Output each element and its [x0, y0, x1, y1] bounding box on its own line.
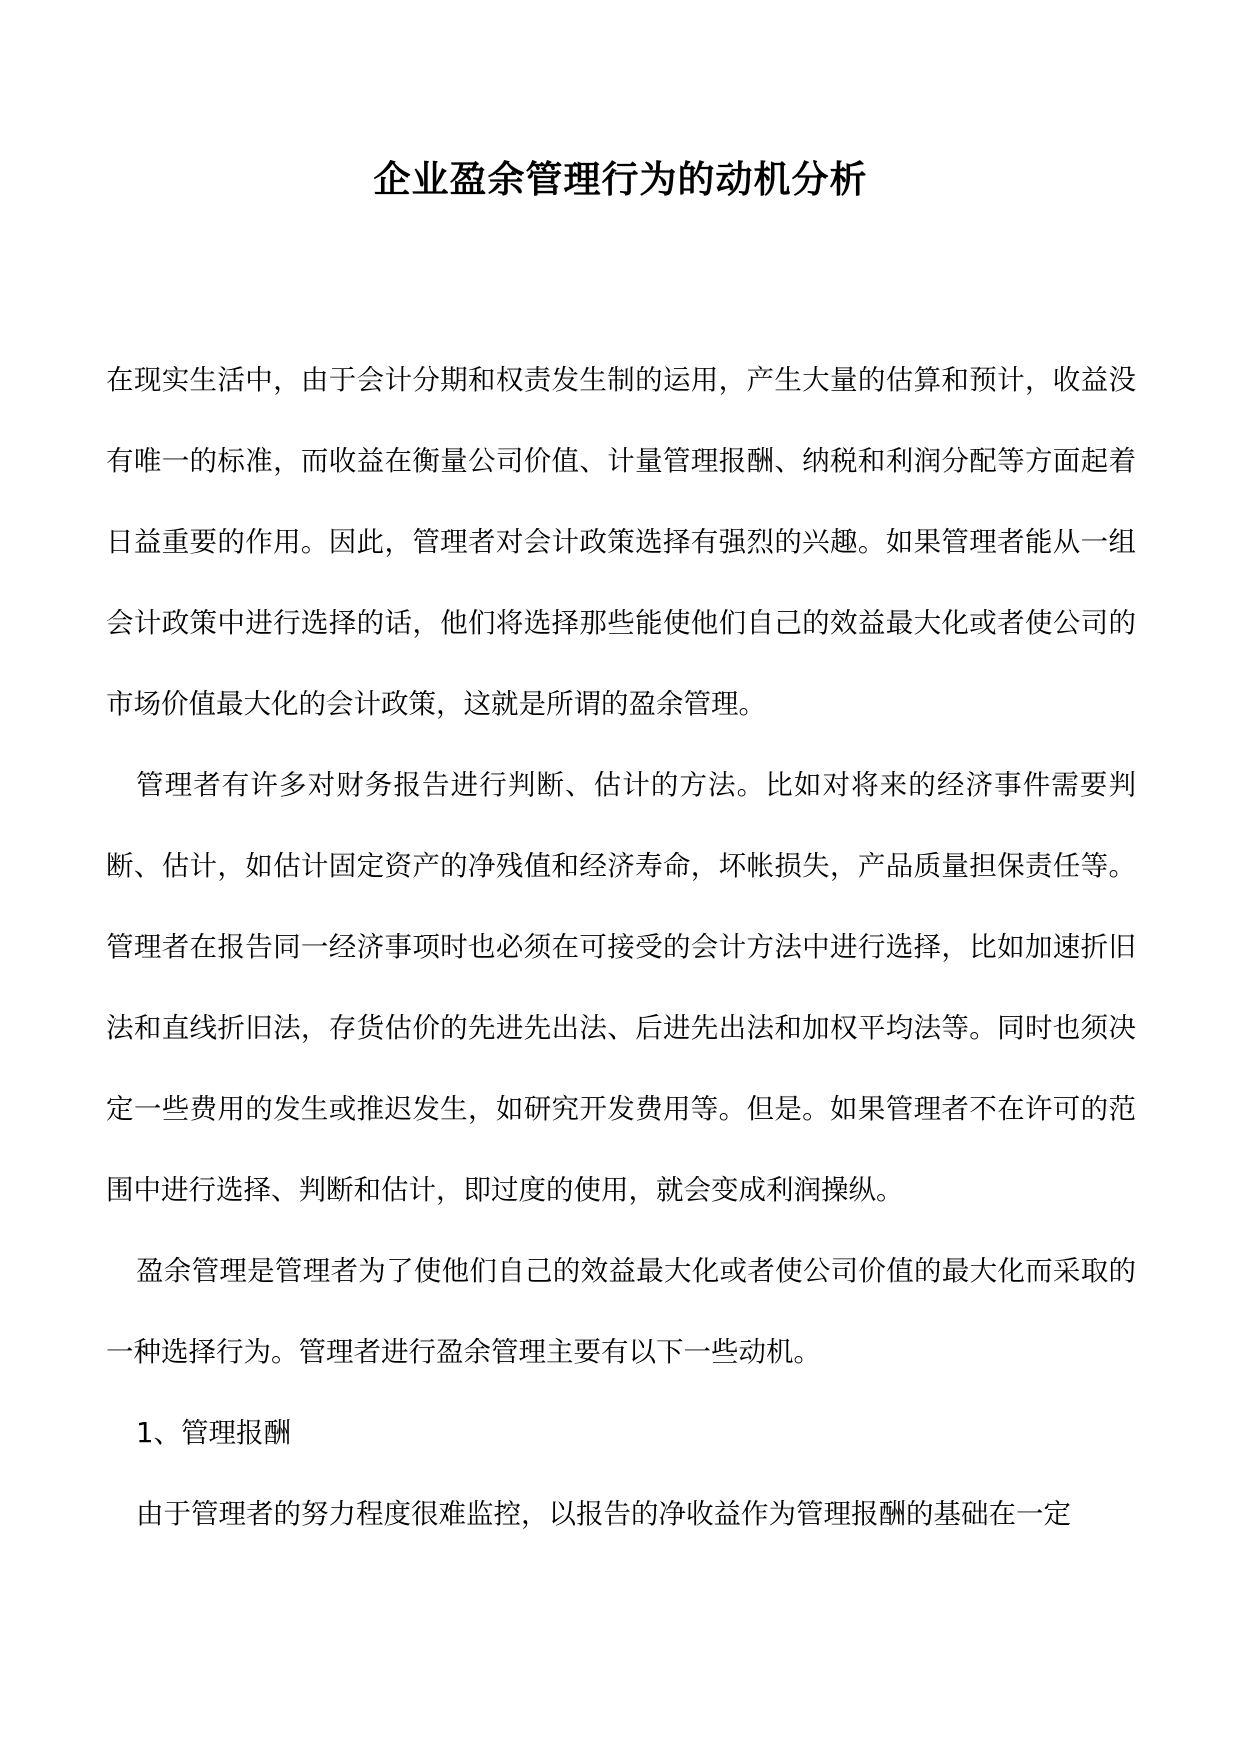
section-heading-management-compensation: 1、管理报酬	[136, 1417, 291, 1449]
document-body	[106, 340, 1136, 1555]
document-title: 企业盈余管理行为的动机分析	[373, 158, 868, 201]
paragraph-4: 由于管理者的努力程度很难监控，以报告的净收益作为管理报酬的基础在一定	[136, 1498, 1071, 1530]
paragraph-3: 盈余管理是管理者为了使他们自己的效益最大化或者使公司价值的最大化而采取的一种选择行为。管理者进行盈余管理主要有以下一些动机。	[106, 1255, 1136, 1368]
paragraph-1: 在现实生活中，由于会计分期和权责发生制的运用，产生大量的估算和预计，收益没有唯一的标准，而收益在衡量公司价值、计量管理报酬、纳税和利润分配等方面起着日益重要的作用。因此，管理者对会计政策选择有强烈的兴趣。如果管理者能从一组会计政策中进行选择的话，他们将选择那些能使他们自己的效益最大化或者使公司的市场价值最大化的会计政策，这就是所谓的盈余管理。	[106, 364, 1136, 720]
paragraph-2: 管理者有许多对财务报告进行判断、估计的方法。比如对将来的经济事件需要判断、估计，如估计固定资产的净残值和经济寿命，坏帐损失，产品质量担保责任等。管理者在报告同一经济事项时也必须在可接受的会计方法中进行选择，比如加速折旧法和直线折旧法，存货估价的先进先出法、后进先出法和加权平均法等。同时也须决定一些费用的发生或推迟发生，如研究开发费用等。但是。如果管理者不在许可的范围中进行选择、判断和估计，即过度的使用，就会变成利润操纵。	[106, 769, 1136, 1206]
